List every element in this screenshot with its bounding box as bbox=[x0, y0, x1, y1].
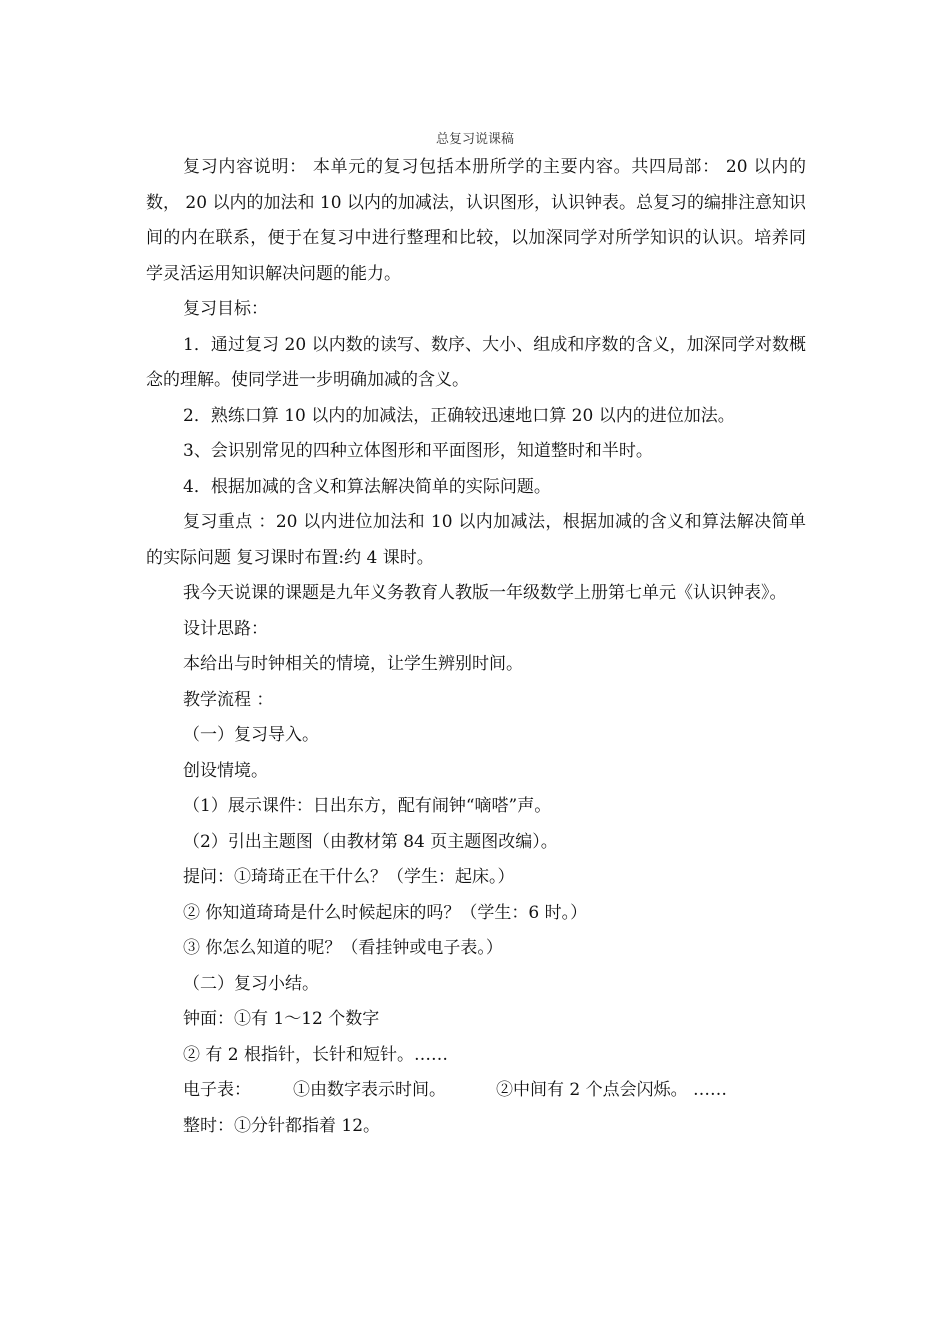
question-3-line: ③ 你怎么知道的呢？（看挂钟或电子表。） bbox=[183, 938, 503, 958]
key-points-paragraph: 复习重点 ：20 以内进位加法和 10 以内加减法，根据加减的含义和算法解决简单的实际问题 复习课时布置:约 4 课时。 bbox=[146, 512, 806, 568]
question-1-line: 提问：①琦琦正在干什么？（学生：起床。） bbox=[183, 867, 515, 887]
part-two-heading: （二）复习小结。 bbox=[183, 973, 319, 994]
question-2-line: ② 你知道琦琦是什么时候起床的吗？（学生：6 时。） bbox=[183, 902, 588, 923]
review-content-paragraph: 复习内容说明： 本单元的复习包括本册所学的主要内容。共四局部： 20 以内的数， 20 以内的加法和 10 以内的加减法，认识图形，认识钟表。总复习的编排注意知识间的内在联系，便于在复习中进行整理和比较，以加深同学对所学知识的认识。培养同学灵活运用知识解决问题的能力。 bbox=[146, 157, 806, 284]
document-title: 总复习说课稿 bbox=[435, 132, 514, 147]
digital-watch-point-2: ②中间有 2 个点会闪烁。 …… bbox=[496, 1080, 728, 1100]
digital-watch-label: 电子表： bbox=[183, 1080, 251, 1100]
clock-face-line-2: ② 有 2 根指针，长针和短针。…… bbox=[183, 1044, 449, 1065]
design-text: 本给出与时钟相关的情境，让学生辨别时间。 bbox=[183, 654, 523, 674]
design-heading: 设计思路： bbox=[183, 618, 268, 639]
part-one-heading: （一）复习导入。 bbox=[183, 725, 319, 745]
digital-watch-line bbox=[146, 1073, 806, 1109]
lesson-topic-paragraph: 我今天说课的课题是九年义务教育人教版一年级数学上册第七单元《认识钟表》。 bbox=[183, 583, 787, 603]
review-goals-heading: 复习目标： bbox=[183, 299, 268, 319]
teaching-flow-heading: 教学流程 ： bbox=[183, 689, 274, 710]
whole-hour-line: 整时：①分针都指着 12。 bbox=[183, 1115, 381, 1136]
step-2-line: （2）引出主题图（由教材第 84 页主题图改编）。 bbox=[183, 831, 558, 852]
step-1-line: （1）展示课件：日出东方，配有闹钟“嘀嗒”声。 bbox=[183, 796, 552, 816]
goal-item-4: 4．根据加减的含义和算法解决简单的实际问题。 bbox=[183, 476, 551, 497]
clock-face-line-1: 钟面：①有 1～12 个数字 bbox=[183, 1009, 380, 1029]
goal-item-1: 1．通过复习 20 以内数的读写、数序、大小、组成和序数的含义，加深同学对数概念的理解。使同学进一步明确加减的含义。 bbox=[146, 334, 806, 390]
digital-watch-point-1: ①由数字表示时间。 bbox=[293, 1080, 446, 1100]
goal-item-2: 2．熟练口算 10 以内的加减法，正确较迅速地口算 20 以内的进位加法。 bbox=[183, 405, 735, 426]
document-body bbox=[146, 150, 806, 1144]
goal-item-3: 3、会识别常见的四种立体图形和平面图形，知道整时和半时。 bbox=[183, 441, 653, 461]
scene-line: 创设情境。 bbox=[183, 760, 268, 781]
